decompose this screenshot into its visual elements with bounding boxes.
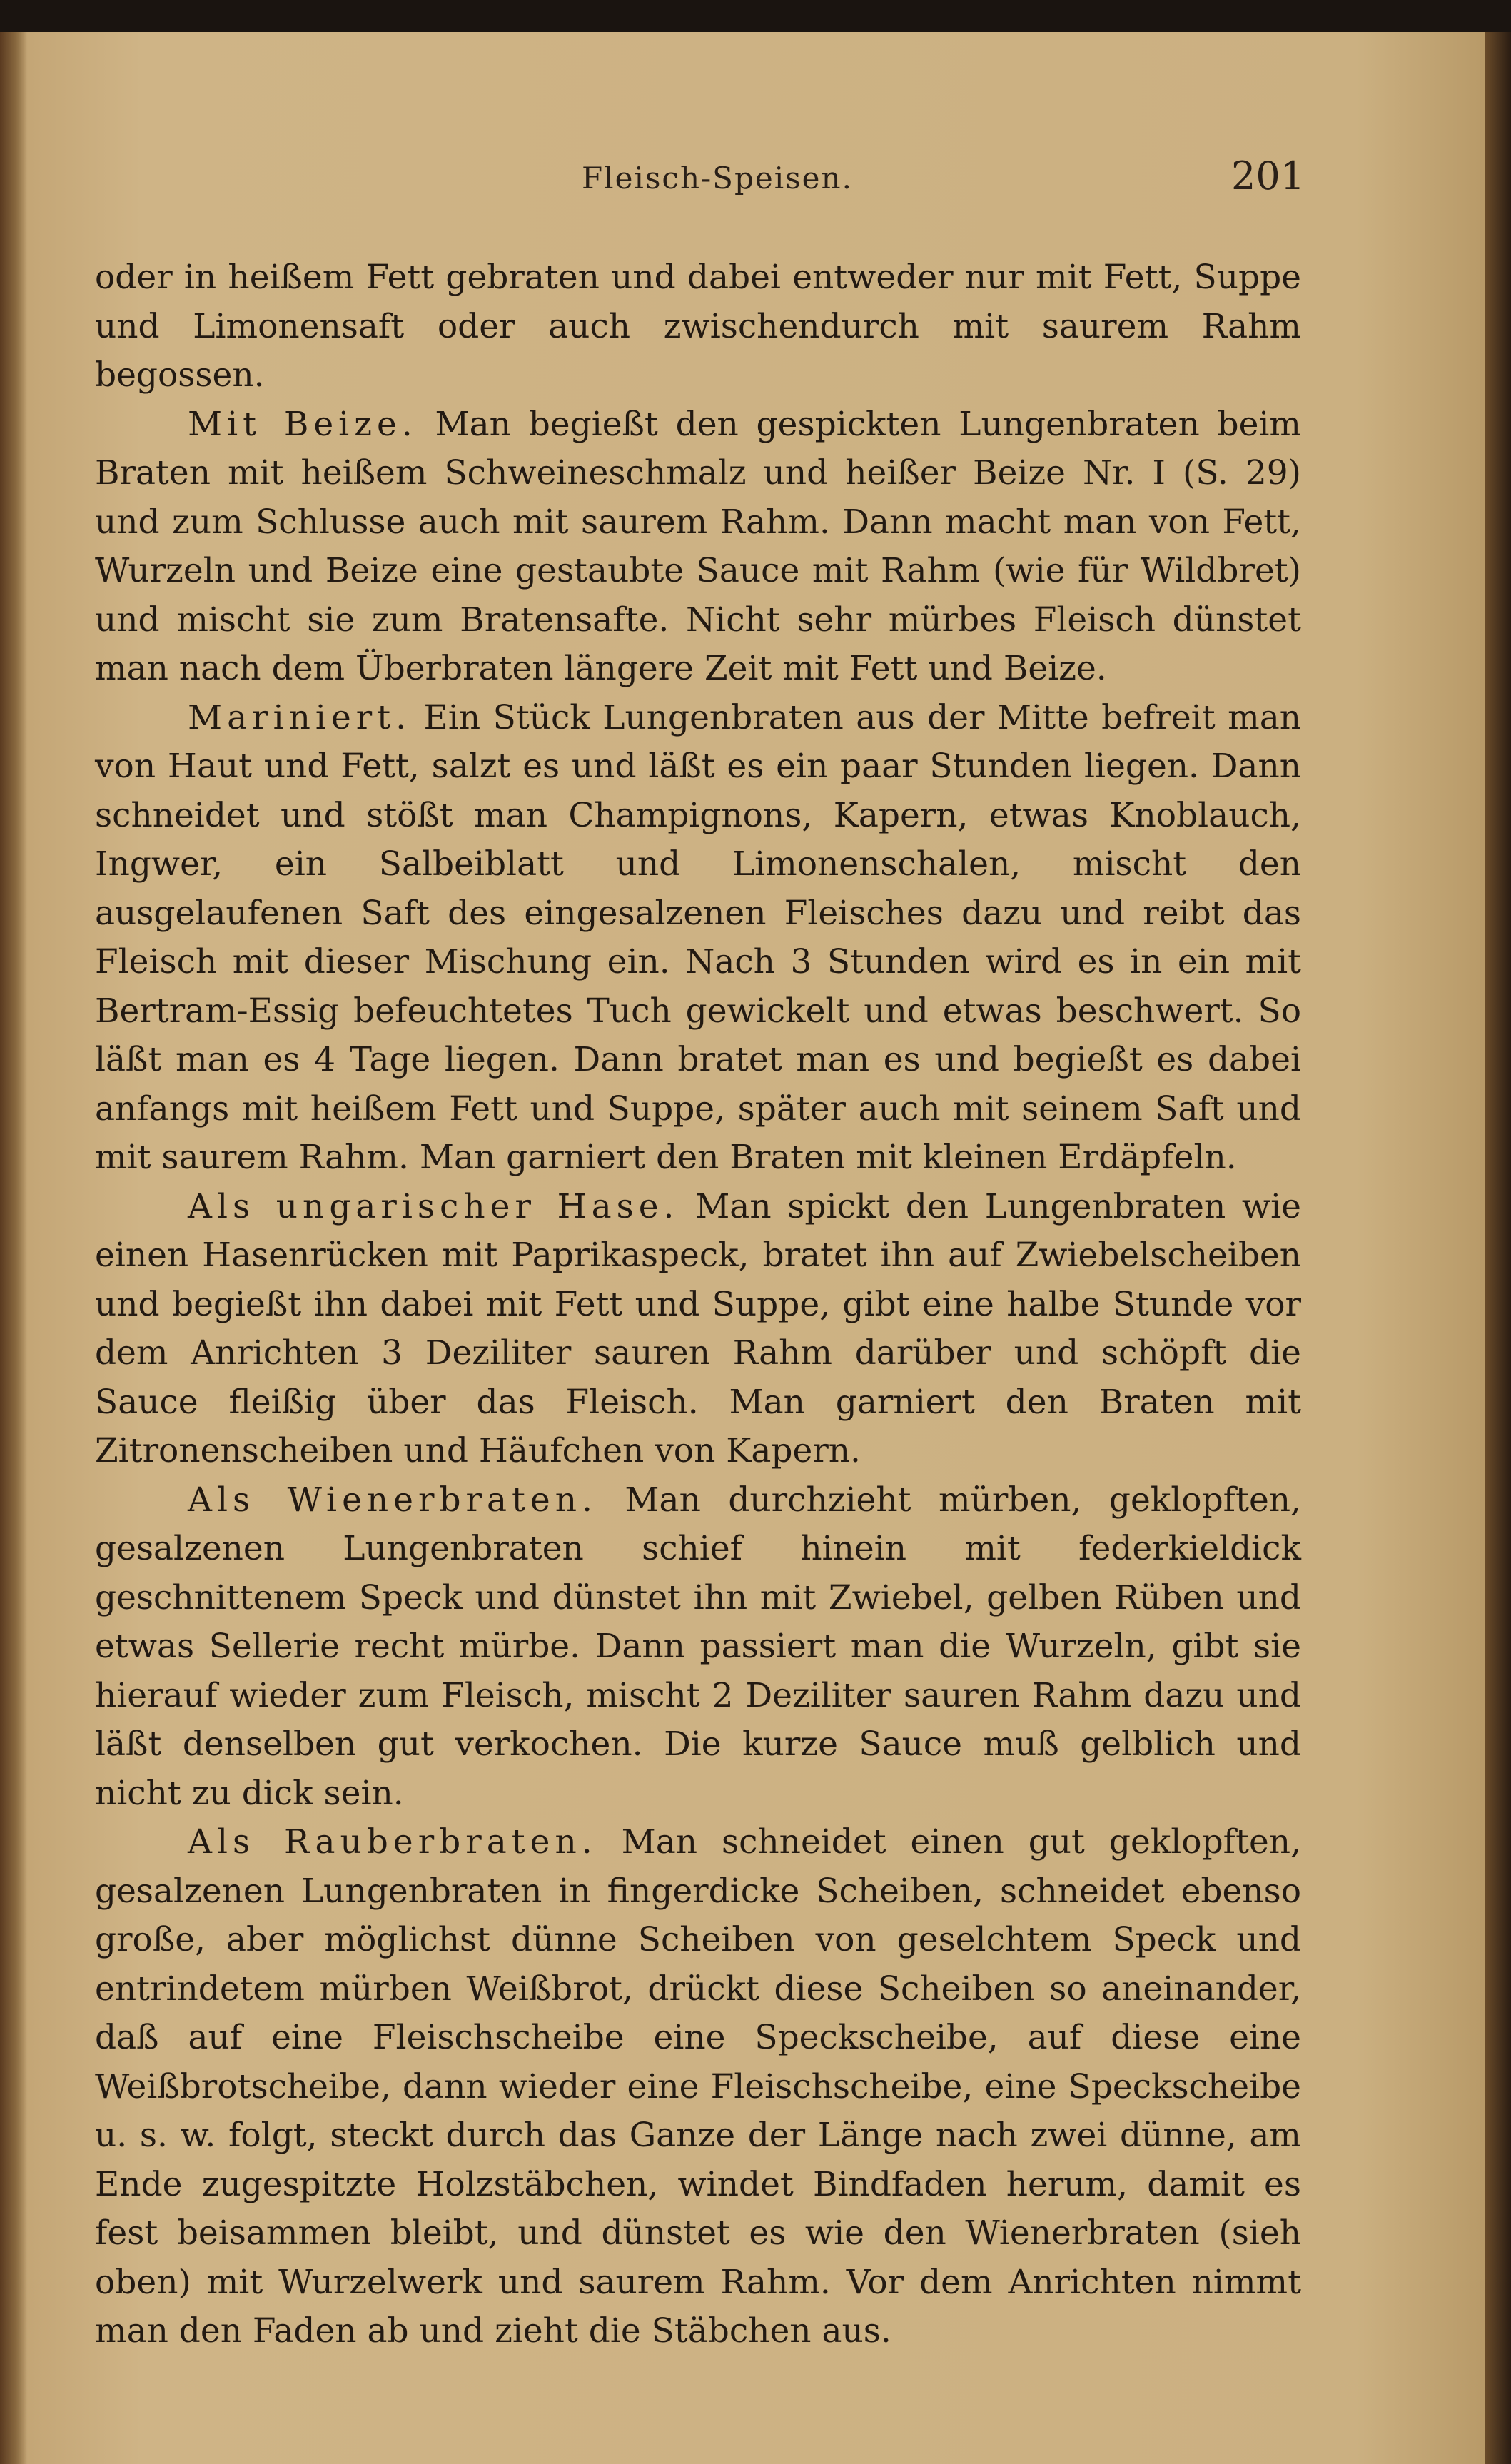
paragraph-text: Man spickt den Lungenbraten wie einen Hasenrücken mit Paprikaspeck, bratet ihn auf Zwiebelscheiben und begießt ihn dabei mit Fett und Suppe, gibt eine halbe Stunde vor dem Anrichten 3 Deziliter sauren Rahm darüber und schöpft die Sauce fleißig über das Fleisch. Man garniert den Braten mit Zitronenscheiben und Häufchen von Kapern. — [95, 1186, 1301, 1470]
page-header — [0, 153, 1485, 211]
paragraph-text: Man begießt den gespickten Lungenbraten beim Braten mit heißem Schweineschmalz und heißer Beize Nr. I (S. 29) und zum Schlusse auch mit saurem Rahm. Dann macht man von Fett, Wurzeln und Beize eine gestaubte Sauce mit Rahm (wie für Wildbret) und mischt sie zum Bratensafte. Nicht sehr mürbes Fleisch dünstet man nach dem Überbraten längere Zeit mit Fett und Beize. — [95, 404, 1301, 688]
paragraph-text: oder in heißem Fett gebraten und dabei entweder nur mit Fett, Suppe und Limonensaft oder auch zwischendurch mit saurem Rahm begossen. — [95, 258, 1301, 395]
running-head: Fleisch-Speisen. — [582, 161, 853, 196]
book-binding — [0, 32, 27, 2464]
page-number: 201 — [1231, 153, 1305, 198]
paragraph-ungarischer-hase — [95, 1183, 1301, 1476]
paragraph-text: Man schneidet einen gut geklopften, gesalzenen Lungenbraten in fingerdicke Scheiben, schneidet ebenso große, aber möglichst dünne Scheiben von geselchtem Speck und entrindetem mürben Weißbrot, drückt diese Scheiben so aneinander, daß auf eine Fleischscheibe eine Speckscheibe, auf diese eine Weißbrotscheibe, dann wieder eine Fleischscheibe, eine Speckscheibe u. s. w. folgt, steckt durch das Ganze der Länge nach zwei dünne, am Ende zugespitzte Holzstäbchen, windet Bindfaden herum, damit es fest beisammen bleibt, und dünstet es wie den Wienerbraten (sieh oben) mit Wurzelwerk und saurem Rahm. Vor dem Anrichten nimmt man den Faden ab und zieht die Stäbchen aus. — [95, 1822, 1301, 2351]
body-text — [95, 253, 1301, 2356]
paragraph-mariniert — [95, 694, 1301, 1183]
page-edge — [1485, 32, 1511, 2464]
paragraph-continuation — [95, 253, 1301, 400]
recipe-heading: Mariniert. — [188, 697, 412, 737]
paragraph-mit-beize — [95, 400, 1301, 694]
paragraph-rauberbraten — [95, 1818, 1301, 2356]
recipe-heading: Als ungarischer Hase. — [188, 1186, 679, 1226]
recipe-heading: Als Wienerbraten. — [188, 1480, 597, 1520]
paragraph-text: Man durchzieht mürben, geklopften, gesalzenen Lungenbraten schief hinein mit federkieldick geschnittenem Speck und dünstet ihn mit Zwiebel, gelben Rüben und etwas Sellerie recht mürbe. Dann passiert man die Wurzeln, gibt sie hierauf wieder zum Fleisch, mischt 2 Deziliter sauren Rahm dazu und läßt denselben gut verkochen. Die kurze Sauce muß gelblich und nicht zu dick sein. — [95, 1480, 1301, 1813]
recipe-heading: Als Rauberbraten. — [188, 1822, 597, 1862]
paragraph-text: Ein Stück Lungenbraten aus der Mitte befreit man von Haut und Fett, salzt es und läßt es ein paar Stunden liegen. Dann schneidet und stößt man Champignons, Kapern, etwas Knoblauch, Ingwer, ein Salbeiblatt und Limonenschalen, mischt den ausgelaufenen Saft des eingesalzenen Fleisches dazu und reibt das Fleisch mit dieser Mischung ein. Nach 3 Stunden wird es in ein mit Bertram-Essig befeuchtetes Tuch gewickelt und etwas beschwert. So läßt man es 4 Tage liegen. Dann bratet man es und begießt es dabei anfangs mit heißem Fett und Suppe, später auch mit seinem Saft und mit saurem Rahm. Man garniert den Braten mit kleinen Erdäpfeln. — [95, 697, 1301, 1177]
paragraph-wienerbraten — [95, 1476, 1301, 1819]
recipe-heading: Mit Beize. — [188, 404, 418, 444]
